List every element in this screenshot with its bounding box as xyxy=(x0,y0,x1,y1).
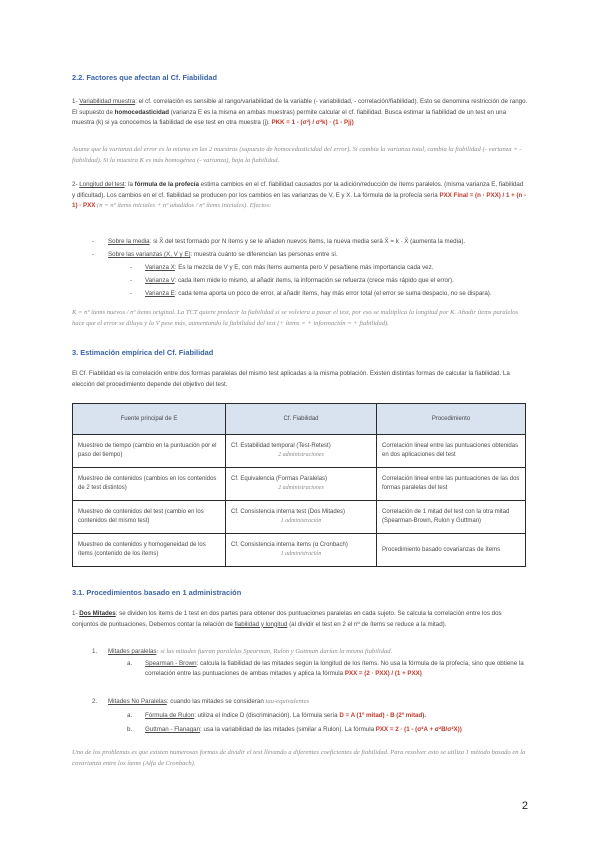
table-header: Cf. Fiabilidad xyxy=(226,404,377,435)
list-item-rulon: Fórmula de Rulon: utiliza el índice D (discriminación). La fórmula sería D = A (1º mitad) - B (2º mitad). xyxy=(145,712,427,719)
list-letter: a. xyxy=(127,660,133,667)
table-cell: Muestreo de tiempo (cambio en la puntuación por el paso del tiempo) xyxy=(73,435,226,468)
table-row xyxy=(73,468,526,501)
bullet-dash: - xyxy=(92,238,95,245)
bullet-dash: - xyxy=(92,251,95,258)
page-number: 2 xyxy=(521,800,528,812)
list-item-guttman: Guttman - Flanagan: usa la variabilidad de las mitades (similar a Rulon). La fórmula PXX = 2 · (1 - (σ²A + σ²B/σ²X)) xyxy=(145,726,462,733)
section-title-3-1: 3.1. Procedimientos basado en 1 administración xyxy=(72,588,242,597)
list-letter: a. xyxy=(127,712,133,719)
list-item-varianza-v: Varianza V: cada ítem mide lo mismo, al añadir ítems, la información se refuerza (crece más rápido que el error). xyxy=(145,277,454,284)
list-item-spearman-brown: Spearman - Brown: calcula la fiabilidad de las mitades según la longitud de los ítems. No usa la fórmula de la profecía, sino que obtiene la correlación entre las puntuaciones de ambas mitades y aplica la fórmula PXX = (2 · PXX) / (1 + PXX) xyxy=(145,660,524,677)
table-cell: Cf. Consistencia interna test (Dos Mitades) 1 administración xyxy=(226,501,377,534)
formula-rulon: D = A (1º mitad) - B (2º mitad). xyxy=(339,712,427,719)
paragraph-dos-mitades: 1- Dos Mitades: se dividen los ítems de 1 test en dos partes para obtener dos puntuaciones paralelas en cada sujeto. Se calcula la correlación entre los dos conjuntos de puntuaciones. Debemos contar la relación de fiabilidad y longitud (al dividir el test en 2 el nº de ítems se reduce a la mitad). xyxy=(72,610,502,628)
table-header-row xyxy=(73,404,526,435)
paragraph-variabilidad: 1- Variabilidad muestra: el cf. correlación es sensible al rango/variabilidad de la variable (- variabilidad, - correlación/fiabilidad). Esto se denomina restricción de rango. El supuesto de homocedasticidad (varianza E es la misma en ambas muestras) permite calcular el cf. fiabilidad. Busca estimar la fiabilidad de un test en una muestra (k) si ya conocemos la fiabilidad de ese test en otra muestra (j). PKK = 1 - (σ²j / σ²k) · (1 - Pjj) xyxy=(72,98,528,127)
table-row xyxy=(73,501,526,534)
note-homocedasticidad: Asume que la varianza del error es la misma en las 2 muestras (supuesto de homocedasticidad del error). Si cambia la varianza total, cambia la fiabilidad (- varianza = - fiabilidad). Si la muestra K es más homogénea (- varianza), baja la fiabilidad. xyxy=(72,146,522,164)
section-title-2-2: 2.2. Factores que afectan al Cf. Fiabilidad xyxy=(72,73,217,82)
table-row xyxy=(73,534,526,567)
list-item-mitades-paralelas: Mitades paralelas: si las mitades fueran paralelas Spearman, Rulon y Guttman darían la misma fiabilidad. xyxy=(108,648,393,655)
table-cell: Correlación de 1 mitad del test con la otra mitad (Spearman-Brown, Rulon y Guttman) xyxy=(377,501,526,534)
section-title-3: 3. Estimación empírica del Cf. Fiabilidad xyxy=(72,348,214,357)
formula-profecia: PXX Final = (n · PXX) / 1 + (n - 1) · PXX xyxy=(72,191,527,210)
table-header: Fuente principal de E xyxy=(73,404,226,435)
list-item-media: Sobre la media: si X̄ del test formado por N ítems y se le añaden nuevos ítems, la nueva media será X̄ = k · X̄ (aumenta la media). xyxy=(108,238,466,245)
table-cell: Muestreo de contenidos (cambios en los contenidos de 2 test distintos) xyxy=(73,468,226,501)
list-item-mitades-no-paralelas: Mitades No Paralelas: cuando las mitades se consideran tau-equivalentes xyxy=(108,698,310,705)
table-cell: Cf. Estabilidad temporal (Test-Retest) 2 administraciones xyxy=(226,435,377,468)
table-cell: Cf. Equivalencia (Formas Paralelas) 2 administraciones xyxy=(226,468,377,501)
table-cell: Cf. Consistencia interna ítems (α Cronbach) 1 administración xyxy=(226,534,377,567)
table-cell: Muestreo de contenidos del test (cambio en los contenidos del mismo test) xyxy=(73,501,226,534)
table-cell: Correlación lineal entre las puntuaciones de las dos formas paralelas del test xyxy=(377,468,526,501)
paragraph-longitud: 2- Longitud del test: la fórmula de la profecía estima cambios en el cf. fiabilidad causados por la adición/reducción de ítems paralelos. (misma varianza E, fiabilidad y dificultad). Los cambios en el cf. fiabilidad se producen por los cambios en las varianzas de V, E y X. La fórmula de la profecía sería PXX Final = (n · PXX) / 1 + (n - 1) · PXX (n = nº ítems iniciales + nº añadidos / nº ítems iniciales). Efectos: xyxy=(72,181,527,210)
note-cronbach: Uno de los problemas es que existen numerosas formas de dividir el test llevando a diferentes coeficientes de fiabilidad. Para resolver esto se utiliza 1 método basado en la covarianza entre los ítems (Alfa de Cronbach). xyxy=(72,749,526,767)
formula-spearman-brown: PXX = (2 · PXX) / (1 + PXX) xyxy=(344,670,422,677)
table-cell: Muestreo de contenidos y homogeneidad de los ítems (contenido de los ítems) xyxy=(73,534,226,567)
list-number: 2. xyxy=(92,698,98,705)
formula-homocedasticidad: PKK = 1 - (σ²j / σ²k) · (1 - Pjj) xyxy=(271,119,354,127)
table-cell: Correlación lineal entre las puntuaciones obtenidas en dos aplicaciones del test xyxy=(377,435,526,468)
table-header: Procedimiento xyxy=(377,404,526,435)
bullet-dash: - xyxy=(130,277,133,284)
paragraph-estimacion: El Cf. Fiabilidad es la correlación entre dos formas paralelas del mismo test aplicadas a la misma población. Existen distintas formas de calcular la fiabilidad. La elección del procedimiento depende del objetivo del test. xyxy=(72,370,510,388)
list-item-varianzas: Sobre las varianzas (X, V y E): muestra cuánto se diferencian las personas entre sí. xyxy=(108,251,338,258)
table-row xyxy=(73,435,526,468)
note-k-items: K = nº ítems nuevos / nº ítems original. La TCT quiere predecir la fiabilidad si se volviera a pasar el test, por eso se multiplica la longitud por K. Añadir ítems paralelos hace que el error se diluya y la V pese más, aumentando la fiabilidad del test (+ ítems = + información = + fiabilidad). xyxy=(72,309,519,327)
bullet-dash: - xyxy=(130,264,133,271)
formula-guttman: PXX = 2 · (1 - (σ²A + σ²B/σ²X)) xyxy=(375,726,462,733)
table-cell: Procedimiento basado covarianzas de ítems xyxy=(377,534,526,567)
list-item-varianza-x: Varianza X: Es la mezcla de V y E, con más ítems aumenta pero V pesa/tiene más importancia cada vez. xyxy=(145,264,434,271)
list-item-varianza-e: Varianza E: cada tema aporta un poco de error, al añadir ítems, hay más error total (el error se suma despacio, no se dispara). xyxy=(145,290,492,297)
term-variabilidad: Variabilidad muestra xyxy=(79,98,136,105)
list-letter: b. xyxy=(127,726,133,733)
list-number: 1. xyxy=(92,648,98,655)
reliability-table xyxy=(72,403,526,567)
bullet-dash: - xyxy=(130,290,133,297)
